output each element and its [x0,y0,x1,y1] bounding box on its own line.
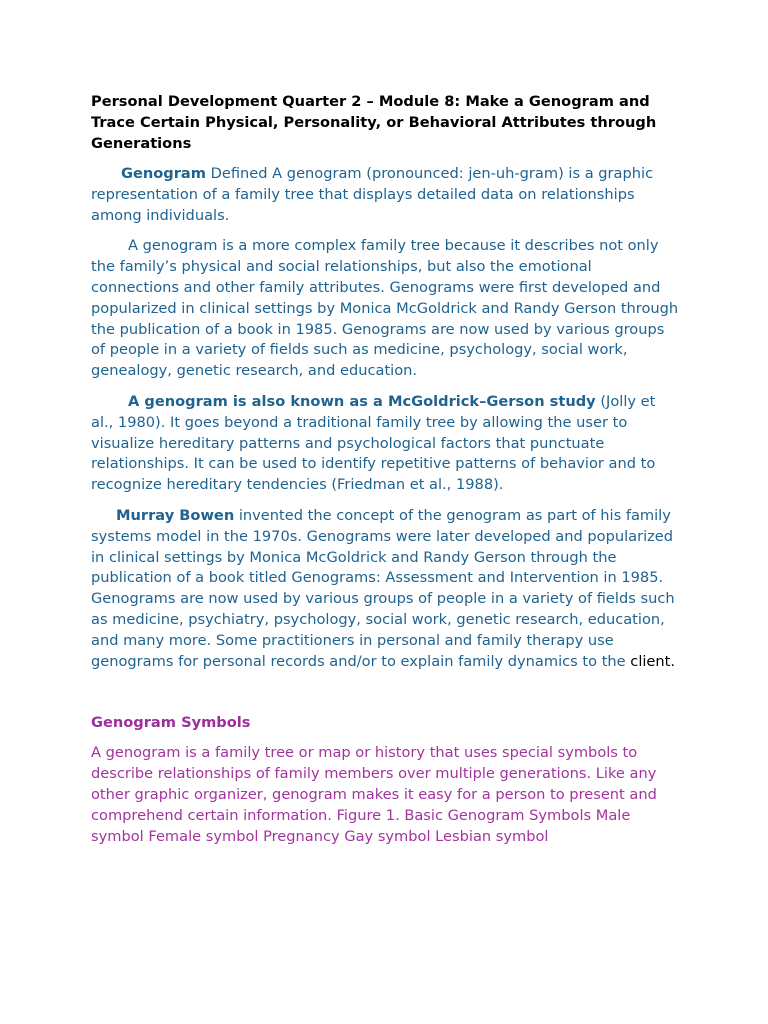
paragraph-text: Defined A genogram (pronounced: jen-uh-gram) is a graphic representation of a family tree that displays detailed data on relationships among individuals. [91,165,654,224]
paragraph-mcgoldrick-gerson [91,392,681,496]
paragraph-complex-family-tree [91,236,681,382]
paragraph-tail: client. [630,652,676,670]
paragraph-text: (Jolly et al., 1980). It goes beyond a traditional family tree by allowing the user to visualize hereditary patterns and psychological factors that punctuate relationships. It can be used to identify repetitive patterns of behavior and to recognize hereditary tendencies (Friedman et al., 1988). [91,392,656,494]
paragraph-murray-bowen [91,506,681,672]
paragraph-text: invented the concept of the genogram as part of his family systems model in the 1970s. Genograms were later developed and popularized in clinical settings by Monica McGoldrick and Randy Gerson through the publication of a book titled Genograms: Assessment and Intervention in 1985. Genograms are now used by various groups of people in a variety of fields such as medicine, psychiatry, psychology, social work, genetic research, education, and many more. Some practitioners in personal and family therapy use genograms for personal records and/or to explain family dynamics to the [91,506,675,670]
section-heading-genogram-symbols: Genogram Symbols [91,714,251,732]
document-title: Personal Development Quarter 2 – Module 8: Make a Genogram and Trace Certain Physical, Personality, or Behavioral Attributes through Generations [91,93,657,152]
paragraph-genogram-symbols: A genogram is a family tree or map or history that uses special symbols to describe relationships of family members over multiple generations. Like any other graphic organizer, genogram makes it easy for a person to present and comprehend certain information. Figure 1. Basic Genogram Symbols Male symbol Female symbol Pregnancy Gay symbol Lesbian symbol [91,744,657,845]
paragraph-lead: Murray Bowen [116,506,235,524]
paragraph-lead: Genogram [121,165,206,182]
paragraph-text: A genogram is a more complex family tree because it describes not only the family’s physical and social relationships, but also the emotional connections and other family attributes. Genograms were first developed and popularized in clinical settings by Monica McGoldrick and Randy Gerson through the publication of a book in 1985. Genograms are now used by various groups of people in a variety of fields such as medicine, psychology, social work, genealogy, genetic research, and education. [91,237,679,380]
document-page [91,91,681,857]
paragraph-genogram-defined [91,164,681,226]
paragraph-lead: A genogram is also known as a McGoldrick–Gerson study [128,392,596,410]
